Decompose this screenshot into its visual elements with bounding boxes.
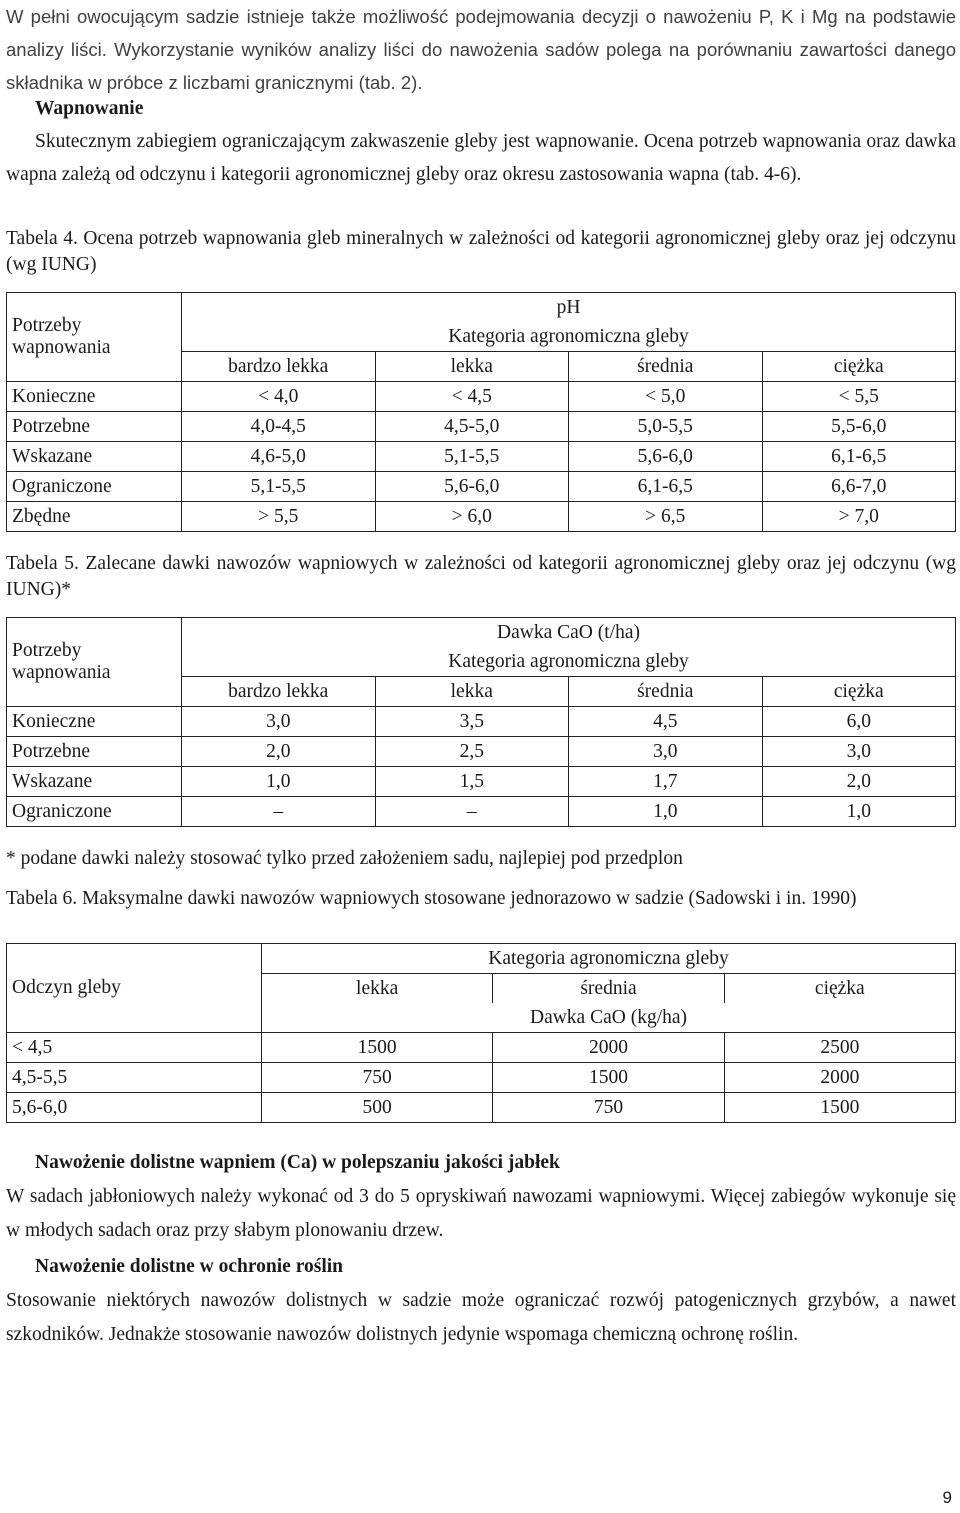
- cell: 1,0: [182, 767, 376, 797]
- table-row: [7, 382, 956, 412]
- cell: 1500: [724, 1093, 955, 1123]
- row-label: Potrzebne: [7, 737, 182, 767]
- table-row: [7, 442, 956, 472]
- table5-col-header: ciężka: [762, 677, 956, 707]
- table-row: [7, 737, 956, 767]
- cell: 4,0-4,5: [182, 412, 376, 442]
- cell: 4,5: [569, 707, 763, 737]
- cell: 2,0: [182, 737, 376, 767]
- cell: 4,6-5,0: [182, 442, 376, 472]
- table5-col-header: bardzo lekka: [182, 677, 376, 707]
- row-label: Ograniczone: [7, 797, 182, 827]
- table4-caption-text: Tabela 4. Ocena potrzeb wapnowania gleb mineralnych w zależności od kategorii agronomicznej gleby oraz jej odczynu (wg IUNG): [6, 228, 956, 275]
- cell: > 7,0: [762, 502, 956, 532]
- table5-group-header: Dawka CaO (t/ha): [182, 618, 956, 648]
- cell: < 4,0: [182, 382, 376, 412]
- table4-col-header: bardzo lekka: [182, 352, 376, 382]
- table4-group-header: pH: [182, 293, 956, 323]
- protection-section: [6, 1250, 956, 1352]
- row-label: Konieczne: [7, 382, 182, 412]
- cell: 1,5: [375, 767, 569, 797]
- cell: 500: [262, 1093, 493, 1123]
- cell: 5,6-6,0: [569, 442, 763, 472]
- cell: 6,1-6,5: [569, 472, 763, 502]
- table-row: [7, 707, 956, 737]
- cell: 750: [493, 1093, 724, 1123]
- table6-row-header: Odczyn gleby: [7, 944, 262, 1033]
- table5-sub-header: Kategoria agronomiczna gleby: [182, 647, 956, 677]
- table4-col-header: ciężka: [762, 352, 956, 382]
- table6-grid: [6, 943, 956, 1123]
- cell: –: [182, 797, 376, 827]
- cell: 5,5-6,0: [762, 412, 956, 442]
- cell: 6,1-6,5: [762, 442, 956, 472]
- table-row: [7, 1063, 956, 1093]
- row-label: Wskazane: [7, 767, 182, 797]
- cell: 3,0: [762, 737, 956, 767]
- table4: [6, 292, 956, 532]
- table6-group-header: Kategoria agronomiczna gleby: [262, 944, 956, 974]
- cell: 1,7: [569, 767, 763, 797]
- cell: < 4,5: [375, 382, 569, 412]
- table6: [6, 943, 956, 1123]
- liming-section: [6, 92, 956, 191]
- cell: 2500: [724, 1033, 955, 1063]
- intro-section: [6, 0, 956, 99]
- table4-col-header: średnia: [569, 352, 763, 382]
- protection-paragraph: Stosowanie niektórych nawozów dolistnych w sadzie może ograniczać rozwój patogenicznych grzybów, a nawet szkodników. Jednakże stosowanie nawozów dolistnych jedynie wspomaga chemiczną ochronę roślin.: [6, 1290, 956, 1345]
- table5-footnote-text: * podane dawki należy stosować tylko przed założeniem sadu, najlepiej pod przedplon: [6, 848, 683, 869]
- cell: 6,6-7,0: [762, 472, 956, 502]
- cell: < 5,0: [569, 382, 763, 412]
- table4-row-header: Potrzeby wapnowania: [7, 293, 182, 382]
- table-row: [7, 767, 956, 797]
- table4-sub-header: Kategoria agronomiczna gleby: [182, 322, 956, 352]
- table4-col-header: lekka: [375, 352, 569, 382]
- row-label: Ograniczone: [7, 472, 182, 502]
- table4-grid: [6, 292, 956, 532]
- cell: 2,5: [375, 737, 569, 767]
- cell: 5,1-5,5: [375, 442, 569, 472]
- table5-caption-text: Tabela 5. Zalecane dawki nawozów wapniowych w zależności od kategorii agronomicznej gleby oraz jej odczynu (wg IUNG)*: [6, 553, 956, 600]
- cell: 750: [262, 1063, 493, 1093]
- table-row: [7, 502, 956, 532]
- liming-paragraph: Skutecznym zabiegiem ograniczającym zakwaszenie gleby jest wapnowanie. Ocena potrzeb wapnowania oraz dawka wapna zależą od odczynu i kategorii agronomicznej gleby oraz okresu zastosowania wapna (tab. 4-6).: [6, 131, 956, 185]
- row-label: Konieczne: [7, 707, 182, 737]
- row-label: 5,6-6,0: [7, 1093, 262, 1123]
- row-label: Zbędne: [7, 502, 182, 532]
- row-label: 4,5-5,5: [7, 1063, 262, 1093]
- cell: 4,5-5,0: [375, 412, 569, 442]
- cell: 1500: [493, 1063, 724, 1093]
- table6-caption: [6, 886, 956, 912]
- cell: > 6,5: [569, 502, 763, 532]
- protection-heading: Nawożenie dolistne w ochronie roślin: [35, 1256, 344, 1277]
- table4-caption: [6, 226, 956, 278]
- table-row: [7, 472, 956, 502]
- cell: 2,0: [762, 767, 956, 797]
- table-row: [7, 1033, 956, 1063]
- cell: > 5,5: [182, 502, 376, 532]
- table5-col-header: średnia: [569, 677, 763, 707]
- table6-caption-text: Tabela 6. Maksymalne dawki nawozów wapniowych stosowane jednorazowo w sadzie (Sadowski i in. 1990): [6, 888, 857, 909]
- intro-paragraph: W pełni owocującym sadzie istnieje także możliwość podejmowania decyzji o nawożeniu P, K i Mg na podstawie analizy liści. Wykorzystanie wyników analizy liści do nawożenia sadów polega na porównaniu zawartości danego składnika w próbce z liczbami granicznymi (tab. 2).: [6, 6, 956, 93]
- table5-col-header: lekka: [375, 677, 569, 707]
- cell: 3,0: [182, 707, 376, 737]
- cell: 2000: [493, 1033, 724, 1063]
- table-row: [7, 412, 956, 442]
- page-number: 9: [942, 1488, 952, 1507]
- table6-unit-header: Dawka CaO (kg/ha): [262, 1003, 956, 1033]
- cell: 1,0: [569, 797, 763, 827]
- cell: < 5,5: [762, 382, 956, 412]
- cell: 2000: [724, 1063, 955, 1093]
- cell: 5,6-6,0: [375, 472, 569, 502]
- cell: 5,0-5,5: [569, 412, 763, 442]
- liming-heading: Wapnowanie: [35, 98, 144, 119]
- table5-caption: [6, 551, 956, 603]
- cell: > 6,0: [375, 502, 569, 532]
- cell: 1500: [262, 1033, 493, 1063]
- row-label: < 4,5: [7, 1033, 262, 1063]
- table6-col-header: średnia: [493, 974, 724, 1004]
- calcium-heading: Nawożenie dolistne wapniem (Ca) w polepszaniu jakości jabłek: [35, 1152, 560, 1173]
- table5-grid: [6, 617, 956, 827]
- calcium-paragraph: W sadach jabłoniowych należy wykonać od 3 do 5 opryskiwań nawozami wapniowymi. Więcej zabiegów wykonuje się w młodych sadach oraz przy słabym plonowaniu drzew.: [6, 1186, 956, 1241]
- cell: –: [375, 797, 569, 827]
- cell: 6,0: [762, 707, 956, 737]
- cell: 5,1-5,5: [182, 472, 376, 502]
- table-row: [7, 1093, 956, 1123]
- cell: 3,5: [375, 707, 569, 737]
- cell: 1,0: [762, 797, 956, 827]
- table-row: [7, 797, 956, 827]
- table6-col-header: lekka: [262, 974, 493, 1004]
- table6-col-header: ciężka: [724, 974, 955, 1004]
- table5: [6, 617, 956, 827]
- row-label: Potrzebne: [7, 412, 182, 442]
- table5-footnote: [6, 846, 956, 872]
- cell: 3,0: [569, 737, 763, 767]
- calcium-section: [6, 1146, 956, 1248]
- row-label: Wskazane: [7, 442, 182, 472]
- table5-row-header: Potrzeby wapnowania: [7, 618, 182, 707]
